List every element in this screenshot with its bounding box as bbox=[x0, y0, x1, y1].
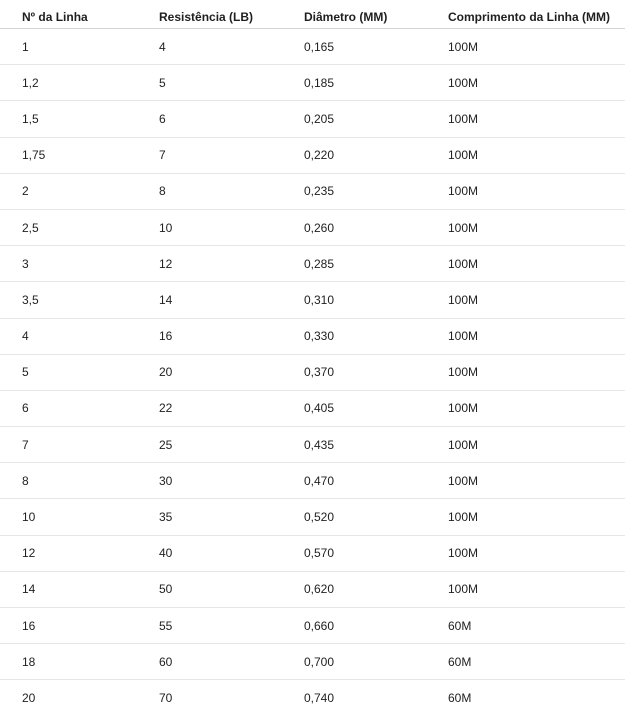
table-row bbox=[0, 282, 625, 318]
cell-diameter: 0,700 bbox=[304, 654, 335, 669]
table-row bbox=[0, 463, 625, 499]
table-row bbox=[0, 101, 625, 137]
cell-diameter: 0,165 bbox=[304, 39, 335, 54]
table-row bbox=[0, 246, 625, 282]
table-body bbox=[0, 29, 625, 717]
cell-line-number: 2 bbox=[22, 184, 29, 199]
cell-line-length: 100M bbox=[448, 510, 479, 525]
cell-line-length: 100M bbox=[448, 148, 479, 163]
cell-resistance: 4 bbox=[159, 39, 166, 54]
cell-line-length: 60M bbox=[448, 654, 472, 669]
cell-line-number: 20 bbox=[22, 691, 36, 706]
table-row bbox=[0, 29, 625, 65]
cell-resistance: 35 bbox=[159, 510, 173, 525]
table-row bbox=[0, 65, 625, 101]
cell-resistance: 16 bbox=[159, 329, 173, 344]
column-header-line-number: Nº da Linha bbox=[22, 10, 88, 24]
cell-line-number: 2,5 bbox=[22, 220, 39, 235]
cell-line-length: 100M bbox=[448, 184, 479, 199]
table-row bbox=[0, 138, 625, 174]
cell-resistance: 40 bbox=[159, 546, 173, 561]
cell-diameter: 0,370 bbox=[304, 365, 335, 380]
cell-line-length: 60M bbox=[448, 618, 472, 633]
cell-line-length: 100M bbox=[448, 292, 479, 307]
cell-resistance: 8 bbox=[159, 184, 166, 199]
cell-diameter: 0,405 bbox=[304, 401, 335, 416]
cell-line-length: 100M bbox=[448, 75, 479, 90]
column-header-line-length: Comprimento da Linha (MM) bbox=[448, 10, 610, 24]
cell-diameter: 0,220 bbox=[304, 148, 335, 163]
cell-diameter: 0,235 bbox=[304, 184, 335, 199]
cell-line-number: 16 bbox=[22, 618, 36, 633]
table-header-row bbox=[0, 0, 625, 29]
table-row bbox=[0, 174, 625, 210]
cell-line-number: 5 bbox=[22, 365, 29, 380]
table-row bbox=[0, 499, 625, 535]
table-row bbox=[0, 210, 625, 246]
cell-diameter: 0,520 bbox=[304, 510, 335, 525]
cell-diameter: 0,470 bbox=[304, 473, 335, 488]
cell-line-number: 3 bbox=[22, 256, 29, 271]
cell-diameter: 0,620 bbox=[304, 582, 335, 597]
cell-line-number: 18 bbox=[22, 654, 36, 669]
cell-line-length: 100M bbox=[448, 329, 479, 344]
table-row bbox=[0, 319, 625, 355]
cell-line-length: 100M bbox=[448, 401, 479, 416]
column-header-resistance: Resistência (LB) bbox=[159, 10, 254, 24]
cell-diameter: 0,660 bbox=[304, 618, 335, 633]
cell-line-length: 100M bbox=[448, 365, 479, 380]
cell-diameter: 0,260 bbox=[304, 220, 335, 235]
cell-line-length: 100M bbox=[448, 256, 479, 271]
cell-line-number: 1,5 bbox=[22, 111, 39, 126]
cell-resistance: 5 bbox=[159, 75, 166, 90]
cell-resistance: 7 bbox=[159, 148, 166, 163]
cell-diameter: 0,185 bbox=[304, 75, 335, 90]
cell-resistance: 70 bbox=[159, 691, 173, 706]
cell-resistance: 12 bbox=[159, 256, 173, 271]
cell-resistance: 60 bbox=[159, 654, 173, 669]
cell-line-number: 4 bbox=[22, 329, 29, 344]
cell-diameter: 0,310 bbox=[304, 292, 335, 307]
table-row bbox=[0, 608, 625, 644]
cell-line-number: 12 bbox=[22, 546, 36, 561]
cell-line-length: 100M bbox=[448, 220, 479, 235]
cell-line-length: 100M bbox=[448, 111, 479, 126]
cell-resistance: 6 bbox=[159, 111, 166, 126]
cell-diameter: 0,285 bbox=[304, 256, 335, 271]
table-row bbox=[0, 536, 625, 572]
cell-diameter: 0,570 bbox=[304, 546, 335, 561]
cell-line-length: 100M bbox=[448, 39, 479, 54]
cell-resistance: 25 bbox=[159, 437, 173, 452]
cell-resistance: 55 bbox=[159, 618, 173, 633]
cell-diameter: 0,740 bbox=[304, 691, 335, 706]
cell-diameter: 0,330 bbox=[304, 329, 335, 344]
cell-line-length: 60M bbox=[448, 691, 472, 706]
table-row bbox=[0, 355, 625, 391]
cell-line-length: 100M bbox=[448, 582, 479, 597]
table-row bbox=[0, 391, 625, 427]
cell-line-number: 14 bbox=[22, 582, 36, 597]
cell-line-length: 100M bbox=[448, 546, 479, 561]
table-row bbox=[0, 572, 625, 608]
cell-diameter: 0,435 bbox=[304, 437, 335, 452]
cell-resistance: 50 bbox=[159, 582, 173, 597]
cell-resistance: 20 bbox=[159, 365, 173, 380]
cell-resistance: 10 bbox=[159, 220, 173, 235]
cell-line-number: 7 bbox=[22, 437, 29, 452]
cell-line-length: 100M bbox=[448, 473, 479, 488]
table-row bbox=[0, 680, 625, 716]
cell-resistance: 14 bbox=[159, 292, 173, 307]
cell-line-number: 6 bbox=[22, 401, 29, 416]
cell-line-number: 1,2 bbox=[22, 75, 39, 90]
cell-diameter: 0,205 bbox=[304, 111, 335, 126]
table-row bbox=[0, 644, 625, 680]
column-header-diameter: Diâmetro (MM) bbox=[304, 10, 388, 24]
cell-line-number: 10 bbox=[22, 510, 36, 525]
cell-line-number: 1,75 bbox=[22, 148, 46, 163]
cell-line-number: 8 bbox=[22, 473, 29, 488]
cell-line-length: 100M bbox=[448, 437, 479, 452]
table-row bbox=[0, 427, 625, 463]
cell-resistance: 30 bbox=[159, 473, 173, 488]
cell-resistance: 22 bbox=[159, 401, 173, 416]
cell-line-number: 3,5 bbox=[22, 292, 39, 307]
cell-line-number: 1 bbox=[22, 39, 29, 54]
